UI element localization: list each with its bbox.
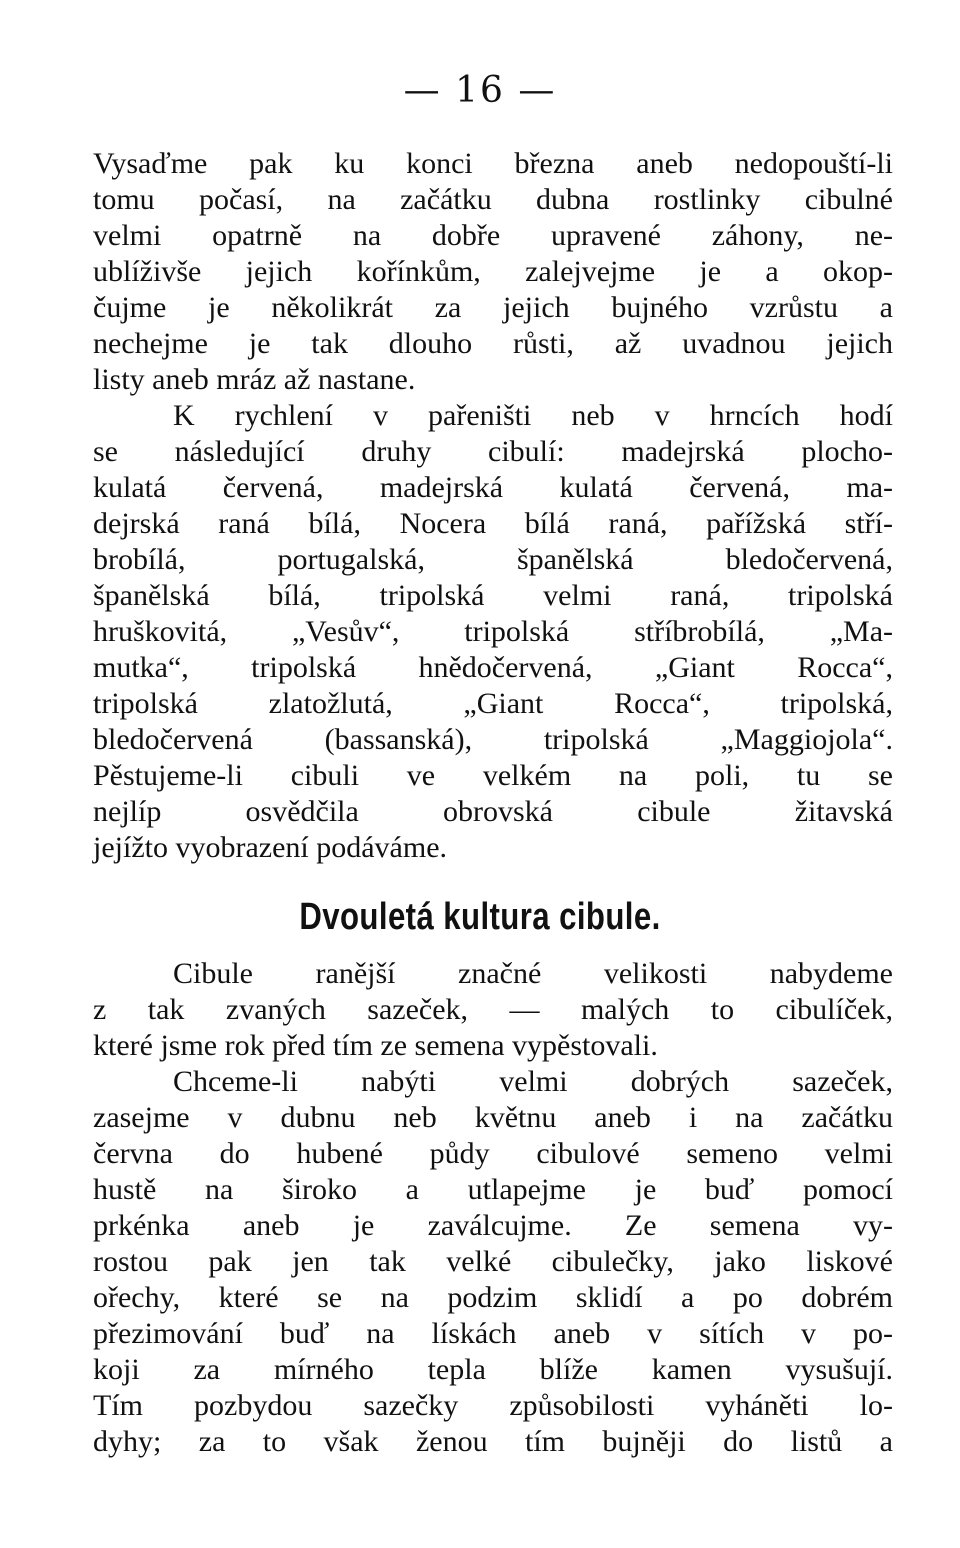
text-line: tomu počasí, na začátku dubna rostlinky cibulné [93, 183, 893, 216]
text-line: nejlíp osvědčila obrovská cibule žitavská [93, 795, 893, 828]
text-line: rostou pak jen tak velké cibulečky, jako liskové [93, 1245, 893, 1278]
text-line: velmi opatrně na dobře upravené záhony, ne- [93, 219, 893, 252]
text-line: zasejme v dubnu neb květnu aneb i na začátku [93, 1101, 893, 1134]
text-line: prkénka aneb je zaválcujme. Ze semena vy- [93, 1209, 893, 1242]
text-line: Tím pozbydou sazečky způsobilosti vyháněti lo- [93, 1389, 893, 1422]
page-number: — 16 — [403, 70, 557, 111]
text-line: hustě na široko a utlapejme je buď pomocí [93, 1173, 893, 1206]
text-line: španělská bílá, tripolská velmi raná, tripolská [93, 579, 893, 612]
text-line: listy aneb mráz až nastane. [93, 363, 416, 396]
text-line: hruškovitá, „Vesův“, tripolská stříbrobílá, „Ma- [93, 615, 893, 648]
text-line: tripolská zlatožlutá, „Giant Rocca“, tripolská, [93, 687, 893, 720]
text-line: ublíživše jejich kořínkům, zalejvejme je a okop- [93, 255, 893, 288]
text-line: čujme je několikrát za jejich bujného vzrůstu a [93, 291, 893, 324]
text-line: přezimování buď na lískách aneb v sítích v po- [93, 1317, 893, 1350]
text-line: Vysaďme pak ku konci března aneb nedopouští-li [93, 147, 893, 180]
text-line: nechejme je tak dlouho růsti, až uvadnou jejich [93, 327, 893, 360]
text-line: se následující druhy cibulí: madejrská plocho- [93, 435, 893, 468]
text-line: z tak zvaných sazeček, — malých to cibulíček, [93, 993, 893, 1026]
text-line: bledočervená (bassanská), tripolská „Maggiojola“. [93, 723, 893, 756]
text-line: ořechy, které se na podzim sklidí a po dobrém [93, 1281, 893, 1314]
text-line: mutka“, tripolská hnědočervená, „Giant Rocca“, [93, 651, 893, 684]
text-line: Chceme-li nabýti velmi dobrých sazeček, [173, 1065, 893, 1098]
text-line: K rychlení v pařeništi neb v hrncích hodí [173, 399, 893, 432]
text-line: dyhy; za to však ženou tím bujněji do listů a [93, 1425, 893, 1458]
paragraph-section-1 [93, 146, 893, 866]
text-line: koji za mírného tepla blíže kamen vysušují. [93, 1353, 893, 1386]
text-line: Cibule ranější značné velikosti nabydeme [173, 957, 893, 990]
text-line: brobílá, portugalská, španělská bledočervená, [93, 543, 893, 576]
text-line: kulatá červená, madejrská kulatá červená, ma- [93, 471, 893, 504]
text-line: dejrská raná bílá, Nocera bílá raná, pařížská stří- [93, 507, 893, 540]
paragraph-section-2 [93, 956, 893, 1460]
text-line: Pěstujeme-li cibuli ve velkém na poli, tu se [93, 759, 893, 792]
section-heading: Dvouletá kultura cibule. [299, 896, 661, 938]
text-line: června do hubené půdy cibulové semeno velmi [93, 1137, 893, 1170]
text-line: které jsme rok před tím ze semena vypěstovali. [93, 1029, 658, 1062]
text-line: jejížto vyobrazení podáváme. [93, 831, 448, 864]
